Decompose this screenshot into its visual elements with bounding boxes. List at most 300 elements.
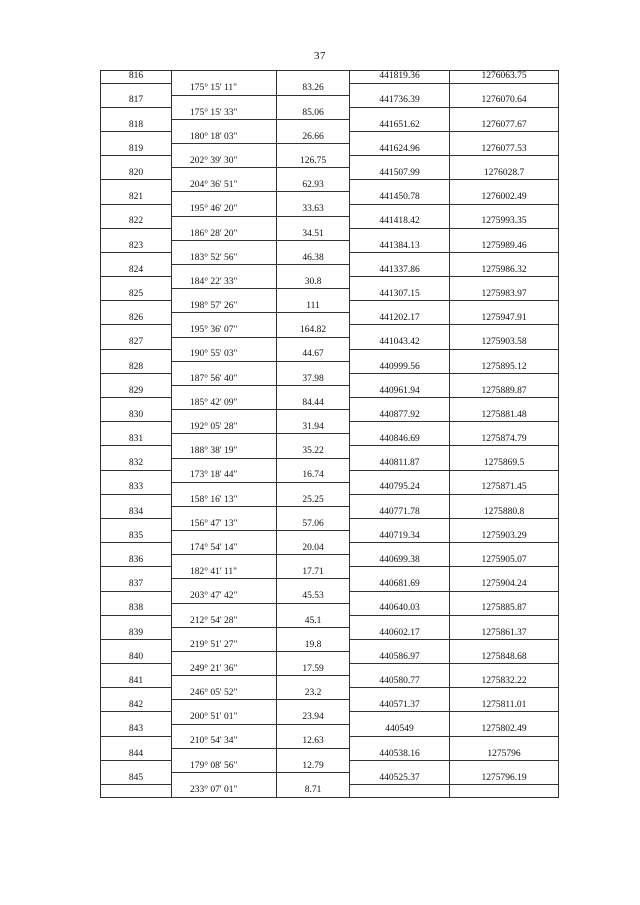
- segment-length: 20.04: [277, 543, 350, 555]
- empty-cell: [101, 252, 172, 264]
- empty-cell: [277, 313, 350, 325]
- empty-cell: [350, 83, 450, 95]
- segment-length: 33.63: [277, 204, 350, 216]
- empty-cell: [350, 785, 450, 798]
- segment-row: [101, 785, 559, 798]
- point-number: 835: [101, 531, 172, 543]
- empty-cell: [350, 639, 450, 651]
- x-coordinate: 440795.24: [350, 482, 450, 494]
- point-number: 840: [101, 652, 172, 664]
- y-coordinate: 1275811.01: [450, 700, 559, 712]
- page-number: 37: [314, 50, 326, 62]
- empty-cell: [450, 83, 559, 95]
- empty-cell: [350, 664, 450, 676]
- empty-cell: [450, 373, 559, 385]
- direction-angle: 204° 36' 51": [172, 180, 277, 192]
- x-coordinate: 440961.94: [350, 385, 450, 397]
- y-coordinate: 1275802.49: [450, 724, 559, 736]
- empty-cell: [172, 337, 277, 349]
- point-row: [101, 772, 559, 784]
- point-number: 838: [101, 603, 172, 615]
- empty-cell: [101, 277, 172, 289]
- empty-cell: [101, 712, 172, 724]
- point-row: [101, 337, 559, 349]
- segment-row: [101, 639, 559, 651]
- y-coordinate: 1276002.49: [450, 192, 559, 204]
- point-number: 839: [101, 627, 172, 639]
- empty-cell: [101, 567, 172, 579]
- empty-cell: [172, 289, 277, 301]
- x-coordinate: 441384.13: [350, 240, 450, 252]
- direction-angle: 212° 54' 28": [172, 615, 277, 627]
- empty-cell: [277, 700, 350, 712]
- direction-angle: 175° 15' 33": [172, 107, 277, 119]
- empty-cell: [450, 470, 559, 482]
- empty-cell: [350, 446, 450, 458]
- y-coordinate: 1275832.22: [450, 676, 559, 688]
- empty-cell: [450, 398, 559, 410]
- empty-cell: [450, 543, 559, 555]
- empty-cell: [101, 518, 172, 530]
- segment-row: [101, 688, 559, 700]
- empty-cell: [450, 228, 559, 240]
- x-coordinate: 440571.37: [350, 700, 450, 712]
- x-coordinate: 441507.99: [350, 168, 450, 180]
- y-coordinate: 1275869.5: [450, 458, 559, 470]
- empty-cell: [277, 676, 350, 688]
- direction-angle: 183° 52' 56": [172, 252, 277, 264]
- segment-length: 46.38: [277, 252, 350, 264]
- direction-angle: 188° 38' 19": [172, 446, 277, 458]
- y-coordinate: 1275861.37: [450, 627, 559, 639]
- segment-row: [101, 712, 559, 724]
- point-number: 822: [101, 216, 172, 228]
- empty-cell: [277, 95, 350, 107]
- direction-angle: 190° 55' 03": [172, 349, 277, 361]
- empty-cell: [172, 676, 277, 688]
- x-coordinate: 440811.87: [350, 458, 450, 470]
- x-coordinate: 441307.15: [350, 289, 450, 301]
- empty-cell: [101, 591, 172, 603]
- x-coordinate: 440525.37: [350, 772, 450, 784]
- point-number: 824: [101, 265, 172, 277]
- point-number: 832: [101, 458, 172, 470]
- segment-length: 12.63: [277, 736, 350, 748]
- empty-cell: [277, 772, 350, 784]
- segment-length: 31.94: [277, 422, 350, 434]
- empty-cell: [450, 277, 559, 289]
- direction-angle: 192° 05' 28": [172, 422, 277, 434]
- point-number: 825: [101, 289, 172, 301]
- empty-cell: [172, 240, 277, 252]
- direction-angle: 195° 46' 20": [172, 204, 277, 216]
- empty-cell: [277, 748, 350, 760]
- empty-cell: [172, 531, 277, 543]
- segment-row: [101, 736, 559, 748]
- point-row: [101, 555, 559, 567]
- empty-cell: [172, 772, 277, 784]
- point-number: 827: [101, 337, 172, 349]
- x-coordinate: 440846.69: [350, 434, 450, 446]
- x-coordinate: 441736.39: [350, 95, 450, 107]
- empty-cell: [277, 555, 350, 567]
- y-coordinate: 1275903.58: [450, 337, 559, 349]
- point-row: [101, 676, 559, 688]
- empty-cell: [450, 494, 559, 506]
- empty-cell: [101, 349, 172, 361]
- direction-angle: 175° 15' 11": [172, 83, 277, 95]
- x-coordinate: 440640.03: [350, 603, 450, 615]
- segment-length: 23.2: [277, 688, 350, 700]
- x-coordinate: 441202.17: [350, 313, 450, 325]
- point-number: 837: [101, 579, 172, 591]
- empty-cell: [350, 228, 450, 240]
- empty-cell: [450, 156, 559, 168]
- y-coordinate: 1275903.29: [450, 531, 559, 543]
- empty-cell: [101, 204, 172, 216]
- y-coordinate: 1275895.12: [450, 361, 559, 373]
- y-coordinate: 1275880.8: [450, 506, 559, 518]
- empty-cell: [101, 494, 172, 506]
- empty-cell: [350, 688, 450, 700]
- segment-length: 45.53: [277, 591, 350, 603]
- empty-cell: [450, 736, 559, 748]
- segment-length: 45.1: [277, 615, 350, 627]
- y-coordinate: 1275989.46: [450, 240, 559, 252]
- point-number: 843: [101, 724, 172, 736]
- empty-cell: [450, 131, 559, 143]
- segment-length: 37.98: [277, 373, 350, 385]
- segment-row: [101, 301, 559, 313]
- segment-length: 62.93: [277, 180, 350, 192]
- point-number: 834: [101, 506, 172, 518]
- y-coordinate: 1275871.45: [450, 482, 559, 494]
- empty-cell: [101, 325, 172, 337]
- empty-cell: [101, 785, 172, 798]
- empty-cell: [101, 664, 172, 676]
- y-coordinate: 1275848.68: [450, 652, 559, 664]
- empty-cell: [172, 700, 277, 712]
- point-row: [101, 579, 559, 591]
- empty-cell: [172, 144, 277, 156]
- empty-cell: [172, 192, 277, 204]
- segment-row: [101, 349, 559, 361]
- point-row: [101, 71, 559, 84]
- segment-row: [101, 398, 559, 410]
- segment-length: 111: [277, 301, 350, 313]
- segment-row: [101, 228, 559, 240]
- empty-cell: [101, 543, 172, 555]
- empty-cell: [172, 410, 277, 422]
- y-coordinate: 1275947.91: [450, 313, 559, 325]
- empty-cell: [350, 470, 450, 482]
- x-coordinate: 440877.92: [350, 410, 450, 422]
- segment-length: 16.74: [277, 470, 350, 482]
- empty-cell: [277, 216, 350, 228]
- empty-cell: [450, 107, 559, 119]
- segment-length: 8.71: [277, 785, 350, 798]
- direction-angle: 184° 22' 33": [172, 277, 277, 289]
- segment-row: [101, 518, 559, 530]
- y-coordinate: 1275983.97: [450, 289, 559, 301]
- direction-angle: 156° 47' 13": [172, 518, 277, 530]
- empty-cell: [172, 603, 277, 615]
- empty-cell: [450, 567, 559, 579]
- point-row: [101, 458, 559, 470]
- segment-row: [101, 615, 559, 627]
- segment-length: 44.67: [277, 349, 350, 361]
- segment-row: [101, 470, 559, 482]
- empty-cell: [172, 627, 277, 639]
- segment-row: [101, 446, 559, 458]
- empty-cell: [350, 325, 450, 337]
- empty-cell: [350, 107, 450, 119]
- empty-cell: [450, 252, 559, 264]
- empty-cell: [172, 506, 277, 518]
- empty-cell: [350, 204, 450, 216]
- y-coordinate: 1275796: [450, 748, 559, 760]
- empty-cell: [172, 579, 277, 591]
- empty-cell: [172, 265, 277, 277]
- empty-cell: [350, 736, 450, 748]
- empty-cell: [172, 434, 277, 446]
- empty-cell: [101, 398, 172, 410]
- point-row: [101, 168, 559, 180]
- empty-cell: [350, 349, 450, 361]
- x-coordinate: 441651.62: [350, 119, 450, 131]
- x-coordinate: 440586.97: [350, 652, 450, 664]
- empty-cell: [350, 760, 450, 772]
- x-coordinate: 440999.56: [350, 361, 450, 373]
- direction-angle: 219° 51' 27": [172, 639, 277, 651]
- point-row: [101, 603, 559, 615]
- point-row: [101, 627, 559, 639]
- direction-angle: 179° 08' 56": [172, 760, 277, 772]
- empty-cell: [101, 639, 172, 651]
- empty-cell: [172, 216, 277, 228]
- y-coordinate: 1275905.07: [450, 555, 559, 567]
- segment-row: [101, 543, 559, 555]
- empty-cell: [277, 192, 350, 204]
- y-coordinate: 1275881.48: [450, 410, 559, 422]
- x-coordinate: 440549: [350, 724, 450, 736]
- point-row: [101, 482, 559, 494]
- point-row: [101, 652, 559, 664]
- x-coordinate: 441418.42: [350, 216, 450, 228]
- empty-cell: [172, 555, 277, 567]
- empty-cell: [101, 615, 172, 627]
- x-coordinate: 440580.77: [350, 676, 450, 688]
- y-coordinate: 1275874.79: [450, 434, 559, 446]
- empty-cell: [172, 71, 277, 84]
- point-row: [101, 289, 559, 301]
- point-number: 829: [101, 385, 172, 397]
- empty-cell: [172, 119, 277, 131]
- empty-cell: [277, 119, 350, 131]
- direction-angle: 185° 42' 09": [172, 398, 277, 410]
- point-row: [101, 240, 559, 252]
- empty-cell: [350, 591, 450, 603]
- empty-cell: [350, 494, 450, 506]
- empty-cell: [450, 785, 559, 798]
- empty-cell: [450, 422, 559, 434]
- x-coordinate: 440602.17: [350, 627, 450, 639]
- empty-cell: [350, 156, 450, 168]
- empty-cell: [277, 531, 350, 543]
- empty-cell: [350, 543, 450, 555]
- empty-cell: [277, 482, 350, 494]
- empty-cell: [277, 434, 350, 446]
- empty-cell: [450, 180, 559, 192]
- coordinates-table-body: [101, 71, 559, 798]
- segment-length: 34.51: [277, 228, 350, 240]
- point-number: 841: [101, 676, 172, 688]
- empty-cell: [277, 361, 350, 373]
- point-number: 845: [101, 772, 172, 784]
- empty-cell: [101, 301, 172, 313]
- empty-cell: [277, 506, 350, 518]
- direction-angle: 233° 07' 01": [172, 785, 277, 798]
- point-number: 826: [101, 313, 172, 325]
- empty-cell: [277, 385, 350, 397]
- empty-cell: [277, 458, 350, 470]
- point-row: [101, 385, 559, 397]
- empty-cell: [450, 591, 559, 603]
- direction-angle: 202° 39' 30": [172, 156, 277, 168]
- point-row: [101, 531, 559, 543]
- direction-angle: 186° 28' 20": [172, 228, 277, 240]
- segment-length: 23.94: [277, 712, 350, 724]
- coordinates-table-container: [100, 70, 558, 798]
- empty-cell: [101, 688, 172, 700]
- segment-row: [101, 277, 559, 289]
- empty-cell: [450, 639, 559, 651]
- point-row: [101, 313, 559, 325]
- empty-cell: [101, 228, 172, 240]
- direction-angle: 246° 05' 52": [172, 688, 277, 700]
- point-number: 820: [101, 168, 172, 180]
- segment-length: 164.82: [277, 325, 350, 337]
- empty-cell: [101, 760, 172, 772]
- segment-length: 35.22: [277, 446, 350, 458]
- segment-row: [101, 131, 559, 143]
- empty-cell: [350, 615, 450, 627]
- x-coordinate: 440681.69: [350, 579, 450, 591]
- empty-cell: [450, 325, 559, 337]
- direction-angle: 187° 56' 40": [172, 373, 277, 385]
- segment-length: 126.75: [277, 156, 350, 168]
- segment-row: [101, 156, 559, 168]
- segment-row: [101, 494, 559, 506]
- segment-length: 83.26: [277, 83, 350, 95]
- segment-length: 25.25: [277, 494, 350, 506]
- segment-length: 84.44: [277, 398, 350, 410]
- coordinates-table: [100, 70, 559, 798]
- empty-cell: [277, 240, 350, 252]
- point-row: [101, 700, 559, 712]
- x-coordinate: 441450.78: [350, 192, 450, 204]
- direction-angle: 180° 18' 03": [172, 131, 277, 143]
- empty-cell: [277, 144, 350, 156]
- empty-cell: [277, 410, 350, 422]
- empty-cell: [277, 168, 350, 180]
- segment-row: [101, 422, 559, 434]
- empty-cell: [101, 446, 172, 458]
- empty-cell: [450, 760, 559, 772]
- segment-row: [101, 760, 559, 772]
- point-row: [101, 119, 559, 131]
- empty-cell: [172, 482, 277, 494]
- empty-cell: [350, 398, 450, 410]
- point-number: 831: [101, 434, 172, 446]
- empty-cell: [350, 131, 450, 143]
- point-row: [101, 95, 559, 107]
- point-number: 833: [101, 482, 172, 494]
- point-row: [101, 216, 559, 228]
- segment-row: [101, 107, 559, 119]
- segment-length: 19.8: [277, 639, 350, 651]
- empty-cell: [172, 361, 277, 373]
- empty-cell: [172, 652, 277, 664]
- empty-cell: [101, 180, 172, 192]
- empty-cell: [172, 385, 277, 397]
- empty-cell: [172, 458, 277, 470]
- empty-cell: [172, 168, 277, 180]
- segment-row: [101, 180, 559, 192]
- segment-length: 17.71: [277, 567, 350, 579]
- empty-cell: [101, 373, 172, 385]
- empty-cell: [101, 83, 172, 95]
- empty-cell: [350, 180, 450, 192]
- empty-cell: [277, 265, 350, 277]
- direction-angle: 200° 51' 01": [172, 712, 277, 724]
- empty-cell: [172, 95, 277, 107]
- empty-cell: [450, 204, 559, 216]
- empty-cell: [101, 107, 172, 119]
- point-row: [101, 265, 559, 277]
- segment-row: [101, 204, 559, 216]
- x-coordinate: 440699.38: [350, 555, 450, 567]
- segment-length: 85.06: [277, 107, 350, 119]
- empty-cell: [350, 277, 450, 289]
- empty-cell: [277, 71, 350, 84]
- point-row: [101, 410, 559, 422]
- point-row: [101, 506, 559, 518]
- segment-row: [101, 373, 559, 385]
- empty-cell: [450, 712, 559, 724]
- y-coordinate: 1275986.32: [450, 265, 559, 277]
- empty-cell: [350, 373, 450, 385]
- direction-angle: 203° 47' 42": [172, 591, 277, 603]
- empty-cell: [101, 156, 172, 168]
- segment-row: [101, 664, 559, 676]
- x-coordinate: 441337.86: [350, 265, 450, 277]
- y-coordinate: 1276077.67: [450, 119, 559, 131]
- point-number: 821: [101, 192, 172, 204]
- y-coordinate: 1275904.24: [450, 579, 559, 591]
- direction-angle: 173° 18' 44": [172, 470, 277, 482]
- empty-cell: [450, 518, 559, 530]
- point-row: [101, 434, 559, 446]
- point-number: 818: [101, 119, 172, 131]
- empty-cell: [350, 252, 450, 264]
- point-number: 844: [101, 748, 172, 760]
- empty-cell: [450, 688, 559, 700]
- point-number: 816: [101, 71, 172, 84]
- point-number: 830: [101, 410, 172, 422]
- y-coordinate: 1276070.64: [450, 95, 559, 107]
- empty-cell: [172, 313, 277, 325]
